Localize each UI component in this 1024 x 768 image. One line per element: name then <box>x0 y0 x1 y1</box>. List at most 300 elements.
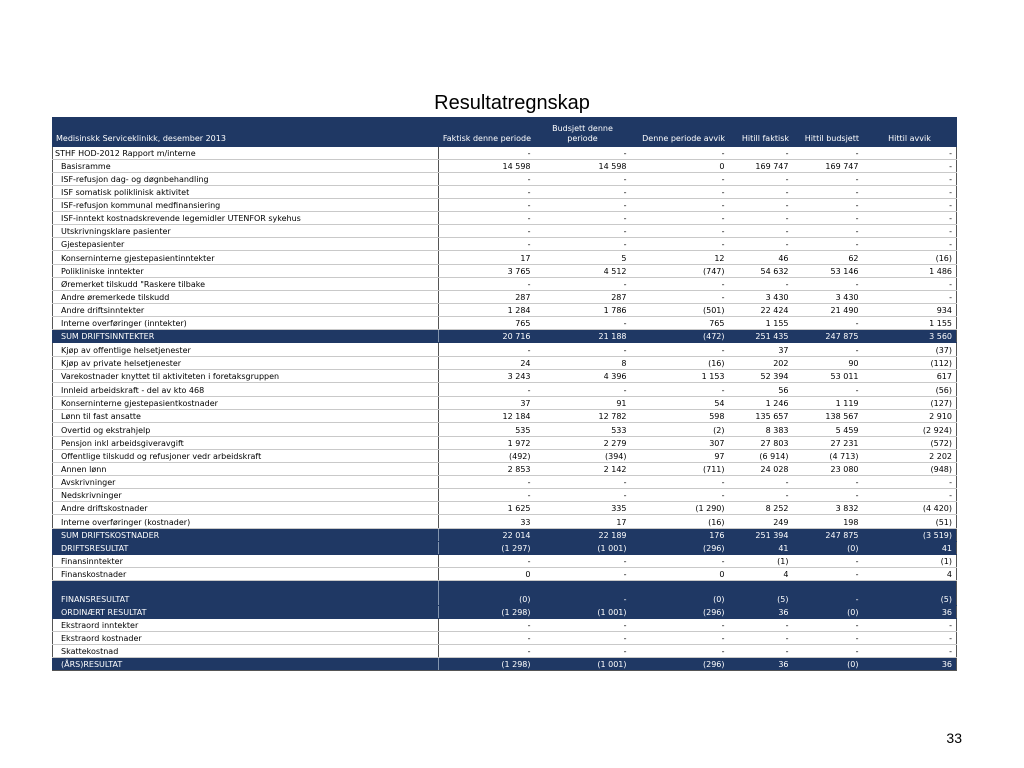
cell-ytd-actual: 52 394 <box>729 370 793 383</box>
cell-period-variance: 307 <box>631 437 729 450</box>
cell-actual-period: - <box>439 489 535 502</box>
cell-ytd-actual: - <box>729 147 793 160</box>
cell-period-variance: 598 <box>631 410 729 423</box>
cell-ytd-variance: (112) <box>863 357 957 370</box>
cell-period-variance: - <box>631 186 729 199</box>
cell-ytd-budget: - <box>793 147 863 160</box>
cell-ytd-variance: (16) <box>863 251 957 265</box>
cell-period-variance: (711) <box>631 463 729 476</box>
cell-actual-period: (492) <box>439 450 535 463</box>
cell-actual-period: 17 <box>439 251 535 265</box>
cell-budget-period: - <box>535 278 631 291</box>
cell-ytd-variance: (51) <box>863 515 957 529</box>
cell-actual-period: 22 014 <box>439 529 535 542</box>
cell-period-variance: 0 <box>631 160 729 173</box>
cell-ytd-variance: (56) <box>863 383 957 397</box>
cell-actual-period: 765 <box>439 317 535 330</box>
cell-period-variance: (472) <box>631 330 729 343</box>
cell-actual-period: - <box>439 645 535 658</box>
cell-ytd-variance: - <box>863 632 957 645</box>
cell-ytd-variance: - <box>863 619 957 632</box>
cell-budget-period: - <box>535 238 631 251</box>
cell-budget-period: 8 <box>535 357 631 370</box>
cell-row-label: Basisramme <box>53 160 439 173</box>
cell-actual-period: - <box>439 476 535 489</box>
cell-ytd-budget: - <box>793 343 863 357</box>
cell-actual-period: - <box>439 225 535 238</box>
cell-row-label: DRIFTSRESULTAT <box>53 542 439 555</box>
cell-period-variance: (501) <box>631 304 729 317</box>
cell-budget-period: 12 782 <box>535 410 631 423</box>
cell-budget-period: - <box>535 383 631 397</box>
cell-ytd-actual: 22 424 <box>729 304 793 317</box>
cell-actual-period: 12 184 <box>439 410 535 423</box>
cell-budget-period: 14 598 <box>535 160 631 173</box>
cell-budget-period: 17 <box>535 515 631 529</box>
income-statement-table-wrap <box>52 117 956 671</box>
cell-actual-period: 33 <box>439 515 535 529</box>
cell-budget-period: (1 001) <box>535 606 631 619</box>
header-period-variance: Denne periode avvik <box>631 118 729 147</box>
cell-budget-period: 287 <box>535 291 631 304</box>
cell-ytd-actual: - <box>729 632 793 645</box>
cell-row-label: SUM DRIFTSINNTEKTER <box>53 330 439 343</box>
cell-budget-period: - <box>535 568 631 581</box>
table-row <box>53 463 957 476</box>
cell-ytd-variance: (3 519) <box>863 529 957 542</box>
table-row <box>53 370 957 383</box>
cell-period-variance: (296) <box>631 658 729 671</box>
cell-ytd-budget: 62 <box>793 251 863 265</box>
cell-budget-period: (394) <box>535 450 631 463</box>
cell-ytd-budget: - <box>793 238 863 251</box>
cell-actual-period: - <box>439 632 535 645</box>
cell-actual-period: 287 <box>439 291 535 304</box>
header-ytd-actual: Hitill faktisk <box>729 118 793 147</box>
cell-actual-period: - <box>439 555 535 568</box>
cell-period-variance: 1 153 <box>631 370 729 383</box>
cell-actual-period: 3 765 <box>439 265 535 278</box>
cell-budget-period: 335 <box>535 502 631 515</box>
cell-ytd-variance: (5) <box>863 581 957 606</box>
cell-ytd-variance: - <box>863 186 957 199</box>
cell-budget-period: - <box>535 343 631 357</box>
cell-row-label: ISF-inntekt kostnadskrevende legemidler UTENFOR sykehus <box>53 212 439 225</box>
cell-row-label: ISF-refusjon kommunal medfinansiering <box>53 199 439 212</box>
cell-ytd-variance: - <box>863 645 957 658</box>
cell-ytd-actual: 251 394 <box>729 529 793 542</box>
cell-ytd-actual: - <box>729 186 793 199</box>
cell-actual-period: (0) <box>439 581 535 606</box>
cell-period-variance: (0) <box>631 581 729 606</box>
cell-ytd-budget: - <box>793 632 863 645</box>
cell-ytd-actual: 249 <box>729 515 793 529</box>
cell-ytd-budget: 1 119 <box>793 397 863 410</box>
table-sum-row <box>53 606 957 619</box>
cell-actual-period: - <box>439 186 535 199</box>
cell-ytd-actual: 8 383 <box>729 423 793 437</box>
cell-ytd-budget: - <box>793 568 863 581</box>
cell-ytd-budget: 5 459 <box>793 423 863 437</box>
cell-ytd-actual: (5) <box>729 581 793 606</box>
cell-ytd-variance: 41 <box>863 542 957 555</box>
cell-ytd-budget: - <box>793 383 863 397</box>
cell-ytd-budget: - <box>793 212 863 225</box>
cell-budget-period: - <box>535 619 631 632</box>
table-row <box>53 357 957 370</box>
cell-ytd-variance: 1 486 <box>863 265 957 278</box>
cell-period-variance: 97 <box>631 450 729 463</box>
cell-ytd-variance: - <box>863 278 957 291</box>
cell-period-variance: - <box>631 291 729 304</box>
cell-period-variance: - <box>631 383 729 397</box>
cell-ytd-variance: 617 <box>863 370 957 383</box>
table-row <box>53 251 957 265</box>
cell-budget-period: 5 <box>535 251 631 265</box>
cell-ytd-actual: 36 <box>729 658 793 671</box>
cell-ytd-variance: - <box>863 160 957 173</box>
table-row <box>53 450 957 463</box>
cell-ytd-budget: - <box>793 619 863 632</box>
cell-period-variance: - <box>631 212 729 225</box>
cell-row-label: ORDINÆRT RESULTAT <box>53 606 439 619</box>
table-row <box>53 397 957 410</box>
cell-ytd-variance: (127) <box>863 397 957 410</box>
table-row <box>53 437 957 450</box>
cell-actual-period: - <box>439 343 535 357</box>
cell-budget-period: (1 001) <box>535 658 631 671</box>
cell-ytd-variance: 2 202 <box>863 450 957 463</box>
cell-budget-period: - <box>535 645 631 658</box>
cell-row-label: Gjestepasienter <box>53 238 439 251</box>
cell-ytd-actual: - <box>729 489 793 502</box>
cell-row-label: Finanskostnader <box>53 568 439 581</box>
cell-row-label: Ekstraord inntekter <box>53 619 439 632</box>
income-statement-table <box>52 117 957 671</box>
cell-ytd-variance: 1 155 <box>863 317 957 330</box>
cell-budget-period: 21 188 <box>535 330 631 343</box>
cell-ytd-budget: (0) <box>793 542 863 555</box>
cell-row-label: Nedskrivninger <box>53 489 439 502</box>
cell-row-label: Interne overføringer (kostnader) <box>53 515 439 529</box>
cell-ytd-budget: (0) <box>793 658 863 671</box>
cell-ytd-budget: 3 832 <box>793 502 863 515</box>
cell-actual-period: 14 598 <box>439 160 535 173</box>
cell-actual-period: 20 716 <box>439 330 535 343</box>
cell-ytd-actual: 1 155 <box>729 317 793 330</box>
table-row <box>53 568 957 581</box>
cell-actual-period: 1 284 <box>439 304 535 317</box>
cell-row-label: Konserninterne gjestepasientinntekter <box>53 251 439 265</box>
cell-actual-period: - <box>439 238 535 251</box>
cell-ytd-actual: 1 246 <box>729 397 793 410</box>
cell-budget-period: - <box>535 225 631 238</box>
table-row <box>53 619 957 632</box>
cell-ytd-variance: 2 910 <box>863 410 957 423</box>
cell-ytd-budget: (0) <box>793 606 863 619</box>
cell-budget-period: 4 396 <box>535 370 631 383</box>
cell-row-label: Konserninterne gjestepasientkostnader <box>53 397 439 410</box>
header-actual-period: Faktisk denne periode <box>439 118 535 147</box>
cell-ytd-budget: - <box>793 199 863 212</box>
cell-ytd-variance: 4 <box>863 568 957 581</box>
cell-ytd-variance: (37) <box>863 343 957 357</box>
cell-row-label: Annen lønn <box>53 463 439 476</box>
table-row <box>53 489 957 502</box>
cell-ytd-actual: 56 <box>729 383 793 397</box>
table-row <box>53 515 957 529</box>
cell-period-variance: (296) <box>631 606 729 619</box>
table-row <box>53 186 957 199</box>
cell-ytd-variance: - <box>863 489 957 502</box>
cell-ytd-variance: - <box>863 291 957 304</box>
header-entity: Medisinskk Serviceklinikk, desember 2013 <box>53 118 439 147</box>
page-number: 33 <box>946 730 962 746</box>
cell-budget-period: 1 786 <box>535 304 631 317</box>
cell-budget-period: - <box>535 476 631 489</box>
header-ytd-budget: Hittil budsjett <box>793 118 863 147</box>
cell-budget-period: - <box>535 317 631 330</box>
cell-ytd-actual: 3 430 <box>729 291 793 304</box>
cell-actual-period: (1 298) <box>439 606 535 619</box>
cell-row-label: Lønn til fast ansatte <box>53 410 439 423</box>
cell-ytd-budget: 27 231 <box>793 437 863 450</box>
cell-ytd-budget: - <box>793 186 863 199</box>
cell-row-label: Varekostnader knyttet til aktiviteten i foretaksgruppen <box>53 370 439 383</box>
cell-ytd-actual: 54 632 <box>729 265 793 278</box>
cell-ytd-actual: 8 252 <box>729 502 793 515</box>
cell-period-variance: (1 290) <box>631 502 729 515</box>
table-row <box>53 555 957 568</box>
cell-ytd-variance: - <box>863 147 957 160</box>
cell-budget-period: 533 <box>535 423 631 437</box>
cell-ytd-actual: 202 <box>729 357 793 370</box>
cell-budget-period: - <box>535 147 631 160</box>
table-row <box>53 343 957 357</box>
table-row <box>53 278 957 291</box>
table-sum-row <box>53 542 957 555</box>
cell-ytd-budget: 247 875 <box>793 330 863 343</box>
cell-budget-period: 91 <box>535 397 631 410</box>
cell-row-label: Øremerket tilskudd "Raskere tilbake <box>53 278 439 291</box>
cell-ytd-budget: - <box>793 489 863 502</box>
cell-row-label: SUM DRIFTSKOSTNADER <box>53 529 439 542</box>
cell-ytd-budget: 138 567 <box>793 410 863 423</box>
cell-ytd-budget: - <box>793 317 863 330</box>
cell-actual-period: - <box>439 619 535 632</box>
cell-actual-period: 535 <box>439 423 535 437</box>
cell-row-label: (ÅRS)RESULTAT <box>53 658 439 671</box>
cell-budget-period: - <box>535 489 631 502</box>
cell-row-label: FINANSRESULTAT <box>53 581 439 606</box>
cell-ytd-budget: (4 713) <box>793 450 863 463</box>
cell-budget-period: 22 189 <box>535 529 631 542</box>
table-row <box>53 383 957 397</box>
cell-ytd-actual: 251 435 <box>729 330 793 343</box>
table-row <box>53 212 957 225</box>
cell-ytd-variance: 934 <box>863 304 957 317</box>
cell-row-label: Avskrivninger <box>53 476 439 489</box>
cell-row-label: Interne overføringer (inntekter) <box>53 317 439 330</box>
cell-actual-period: - <box>439 278 535 291</box>
cell-period-variance: - <box>631 489 729 502</box>
cell-row-label: Skattekostnad <box>53 645 439 658</box>
cell-ytd-actual: 135 657 <box>729 410 793 423</box>
page-title: Resultatregnskap <box>434 92 590 114</box>
cell-actual-period: 37 <box>439 397 535 410</box>
cell-ytd-actual: 169 747 <box>729 160 793 173</box>
cell-period-variance: - <box>631 147 729 160</box>
cell-ytd-actual: - <box>729 225 793 238</box>
cell-budget-period: - <box>535 212 631 225</box>
cell-period-variance: (747) <box>631 265 729 278</box>
cell-ytd-budget: 198 <box>793 515 863 529</box>
cell-ytd-actual: 27 803 <box>729 437 793 450</box>
cell-ytd-actual: 4 <box>729 568 793 581</box>
cell-ytd-variance: - <box>863 238 957 251</box>
cell-ytd-variance: (1) <box>863 555 957 568</box>
cell-ytd-budget: 53 011 <box>793 370 863 383</box>
cell-ytd-actual: 46 <box>729 251 793 265</box>
cell-period-variance: 0 <box>631 568 729 581</box>
cell-period-variance: - <box>631 225 729 238</box>
cell-ytd-budget: 53 146 <box>793 265 863 278</box>
cell-period-variance: (16) <box>631 357 729 370</box>
table-row <box>53 423 957 437</box>
cell-ytd-actual: - <box>729 619 793 632</box>
cell-ytd-variance: - <box>863 173 957 186</box>
table-row <box>53 645 957 658</box>
table-sum-row <box>53 658 957 671</box>
cell-budget-period: 4 512 <box>535 265 631 278</box>
cell-ytd-variance: 36 <box>863 658 957 671</box>
cell-budget-period: - <box>535 632 631 645</box>
cell-ytd-budget: - <box>793 173 863 186</box>
cell-row-label: Polikliniske inntekter <box>53 265 439 278</box>
cell-budget-period: 2 279 <box>535 437 631 450</box>
cell-ytd-budget: - <box>793 581 863 606</box>
table-row <box>53 199 957 212</box>
cell-ytd-actual: (6 914) <box>729 450 793 463</box>
cell-ytd-actual: - <box>729 645 793 658</box>
cell-budget-period: - <box>535 173 631 186</box>
cell-period-variance: 176 <box>631 529 729 542</box>
cell-ytd-actual: - <box>729 476 793 489</box>
cell-actual-period: 2 853 <box>439 463 535 476</box>
cell-period-variance: - <box>631 173 729 186</box>
table-row <box>53 173 957 186</box>
cell-actual-period: 0 <box>439 568 535 581</box>
cell-row-label: Andre driftsinntekter <box>53 304 439 317</box>
cell-ytd-variance: 3 560 <box>863 330 957 343</box>
cell-period-variance: - <box>631 343 729 357</box>
table-row <box>53 265 957 278</box>
cell-row-label: ISF-refusjon dag- og døgnbehandling <box>53 173 439 186</box>
header-ytd-variance: Hittil avvik <box>863 118 957 147</box>
cell-ytd-actual: - <box>729 173 793 186</box>
cell-period-variance: - <box>631 278 729 291</box>
cell-ytd-actual: - <box>729 212 793 225</box>
cell-ytd-budget: 23 080 <box>793 463 863 476</box>
cell-ytd-budget: - <box>793 476 863 489</box>
cell-ytd-budget: - <box>793 225 863 238</box>
cell-period-variance: 765 <box>631 317 729 330</box>
cell-period-variance: 54 <box>631 397 729 410</box>
cell-ytd-actual: 36 <box>729 606 793 619</box>
cell-actual-period: 1 972 <box>439 437 535 450</box>
cell-actual-period: - <box>439 383 535 397</box>
cell-budget-period: 2 142 <box>535 463 631 476</box>
cell-budget-period: - <box>535 199 631 212</box>
cell-period-variance: - <box>631 476 729 489</box>
cell-ytd-budget: - <box>793 278 863 291</box>
cell-period-variance: - <box>631 555 729 568</box>
cell-actual-period: - <box>439 173 535 186</box>
cell-row-label: STHF HOD-2012 Rapport m/interne <box>53 147 439 160</box>
cell-ytd-actual: - <box>729 278 793 291</box>
table-sum-row <box>53 529 957 542</box>
cell-row-label: Finansinntekter <box>53 555 439 568</box>
cell-ytd-budget: - <box>793 645 863 658</box>
table-row <box>53 317 957 330</box>
cell-ytd-actual: - <box>729 238 793 251</box>
cell-ytd-actual: - <box>729 199 793 212</box>
cell-ytd-actual: 37 <box>729 343 793 357</box>
cell-actual-period: 3 243 <box>439 370 535 383</box>
cell-period-variance: (16) <box>631 515 729 529</box>
cell-ytd-variance: (2 924) <box>863 423 957 437</box>
cell-actual-period: 1 625 <box>439 502 535 515</box>
cell-row-label: Ekstraord kostnader <box>53 632 439 645</box>
cell-actual-period: (1 298) <box>439 658 535 671</box>
cell-row-label: Kjøp av private helsetjenester <box>53 357 439 370</box>
cell-ytd-variance: (572) <box>863 437 957 450</box>
cell-row-label: Utskrivningsklare pasienter <box>53 225 439 238</box>
table-row <box>53 410 957 423</box>
cell-budget-period: (1 001) <box>535 542 631 555</box>
cell-actual-period: 24 <box>439 357 535 370</box>
cell-ytd-budget: 169 747 <box>793 160 863 173</box>
table-header-row <box>53 118 957 147</box>
table-sum-row <box>53 581 957 606</box>
cell-ytd-budget: - <box>793 555 863 568</box>
cell-budget-period: - <box>535 581 631 606</box>
cell-budget-period: - <box>535 186 631 199</box>
cell-ytd-variance: 36 <box>863 606 957 619</box>
table-row <box>53 147 957 160</box>
cell-ytd-budget: 3 430 <box>793 291 863 304</box>
cell-ytd-budget: 90 <box>793 357 863 370</box>
table-row <box>53 304 957 317</box>
cell-ytd-variance: - <box>863 199 957 212</box>
cell-actual-period: (1 297) <box>439 542 535 555</box>
cell-ytd-actual: 24 028 <box>729 463 793 476</box>
table-row <box>53 291 957 304</box>
table-row <box>53 160 957 173</box>
cell-period-variance: (2) <box>631 423 729 437</box>
cell-ytd-variance: - <box>863 476 957 489</box>
table-row <box>53 502 957 515</box>
cell-budget-period: - <box>535 555 631 568</box>
cell-period-variance: - <box>631 238 729 251</box>
cell-ytd-actual: (1) <box>729 555 793 568</box>
cell-actual-period: - <box>439 212 535 225</box>
cell-row-label: Offentlige tilskudd og refusjoner vedr arbeidskraft <box>53 450 439 463</box>
cell-period-variance: - <box>631 619 729 632</box>
cell-row-label: Innleid arbeidskraft - del av kto 468 <box>53 383 439 397</box>
cell-ytd-variance: - <box>863 212 957 225</box>
cell-period-variance: - <box>631 199 729 212</box>
